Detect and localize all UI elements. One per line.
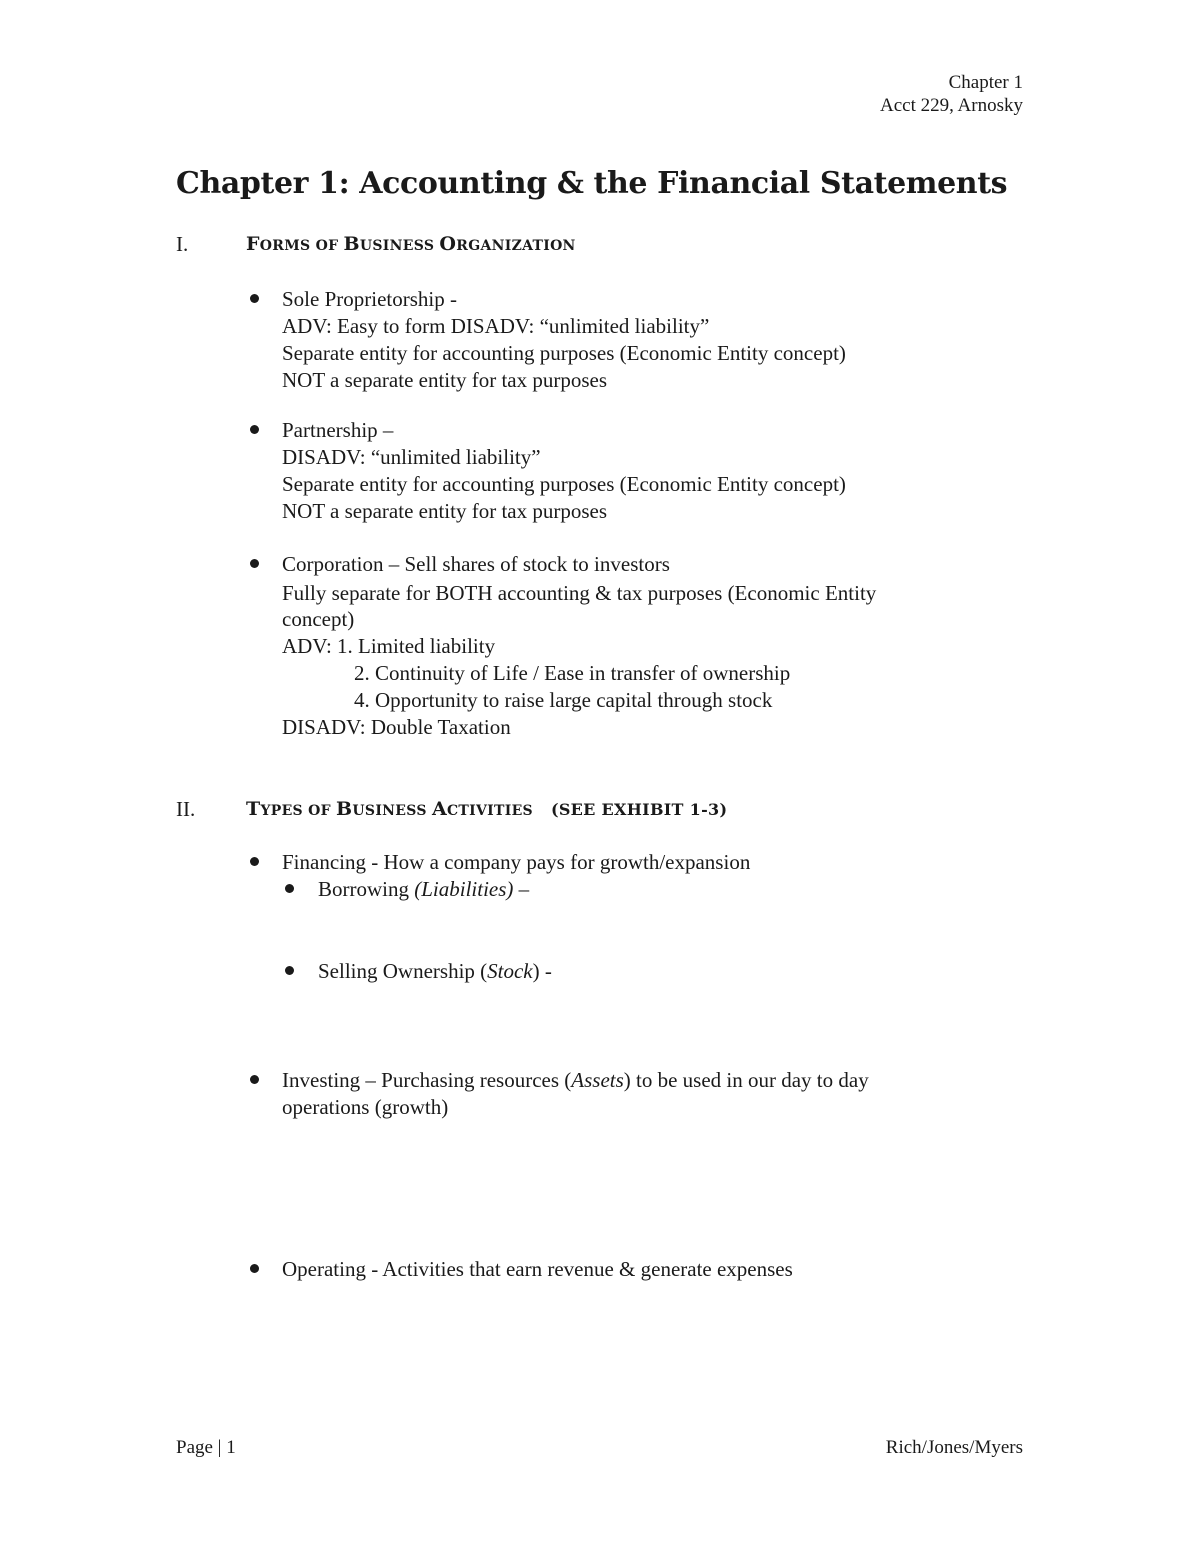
sole-proprietorship-line2: ADV: Easy to form DISADV: “unlimited liability”	[282, 314, 710, 338]
investing-line2: operations (growth)	[282, 1095, 449, 1119]
partnership-line3: Separate entity for accounting purposes (Economic Entity concept)	[282, 472, 846, 496]
corporation-disadv: DISADV: Double Taxation	[282, 715, 511, 739]
selling-ownership-line: Selling Ownership (Stock) -	[318, 959, 552, 983]
sole-proprietorship-line4: NOT a separate entity for tax purposes	[282, 368, 608, 392]
investing-line1: Investing – Purchasing resources (Assets) to be used in our day to day	[282, 1068, 869, 1092]
operating-line: Operating - Activities that earn revenue & generate expenses	[282, 1257, 793, 1281]
section-2-heading: TYPES OF BUSINESS ACTIVITIES (SEE EXHIBIT 1-3)	[246, 798, 728, 820]
bullet-icon	[250, 1075, 259, 1084]
bullet-icon	[250, 559, 259, 568]
sole-proprietorship-line1: Sole Proprietorship -	[282, 287, 457, 311]
footer-authors: Rich/Jones/Myers	[885, 1437, 1023, 1458]
header-course: Acct 229, Arnosky	[879, 95, 1023, 116]
borrowing-line: Borrowing (Liabilities) –	[318, 877, 530, 901]
footer-page-number: Page | 1	[176, 1437, 236, 1458]
bullet-icon	[250, 1264, 259, 1273]
partnership-line4: NOT a separate entity for tax purposes	[282, 499, 608, 523]
financing-line: Financing - How a company pays for growth/expansion	[282, 850, 751, 874]
corporation-line3: concept)	[282, 607, 355, 631]
section-2-numeral: II.	[176, 797, 196, 821]
section-1-heading: FORMS OF BUSINESS ORGANIZATION	[246, 233, 576, 255]
bullet-icon	[285, 966, 294, 975]
corporation-line2: Fully separate for BOTH accounting & tax purposes (Economic Entity	[282, 581, 877, 605]
corporation-line1: Corporation – Sell shares of stock to investors	[282, 552, 670, 576]
bullet-icon	[250, 425, 259, 434]
header-chapter: Chapter 1	[948, 72, 1023, 93]
bullet-icon	[250, 857, 259, 866]
corporation-adv-line1: ADV: 1. Limited liability	[282, 634, 496, 658]
bullet-icon	[285, 884, 294, 893]
section-1-numeral: I.	[176, 232, 189, 256]
bullet-icon	[250, 294, 259, 303]
page-title: Chapter 1: Accounting & the Financial Statements	[176, 166, 1008, 201]
sole-proprietorship-line3: Separate entity for accounting purposes (Economic Entity concept)	[282, 341, 846, 365]
partnership-line1: Partnership –	[282, 418, 394, 442]
partnership-line2: DISADV: “unlimited liability”	[282, 445, 541, 469]
corporation-adv-line2: 2. Continuity of Life / Ease in transfer of ownership	[354, 661, 791, 685]
corporation-adv-line3: 4. Opportunity to raise large capital through stock	[354, 688, 773, 712]
